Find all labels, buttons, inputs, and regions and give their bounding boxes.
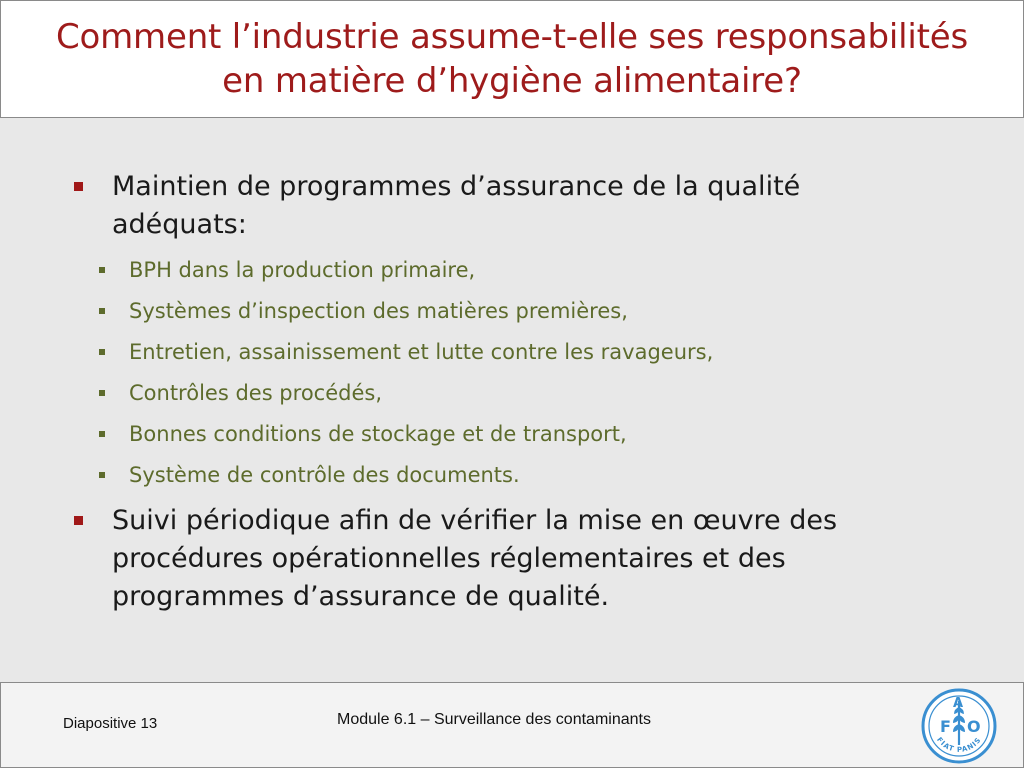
footer-bar: [0, 682, 1024, 768]
sub-bullet-item: [112, 250, 972, 291]
logo-motto: FIAT PANIS: [935, 735, 983, 754]
title-bar: [0, 0, 1024, 118]
sub-bullet-item: [112, 414, 972, 455]
sub-bullet-text: Contrôles des procédés,: [129, 381, 382, 405]
bullet-list: [72, 168, 972, 616]
slide-title-line-1: Comment l’industrie assume-t-elle ses responsabilités: [56, 17, 968, 57]
square-bullet-icon: [99, 431, 105, 437]
sub-bullet-text: Entretien, assainissement et lutte contre les ravageurs,: [129, 340, 714, 364]
slide-title-line-2: en matière d’hygiène alimentaire?: [222, 61, 802, 101]
sub-bullet-text: BPH dans la production primaire,: [129, 258, 476, 282]
logo-letter-f: F: [940, 717, 951, 736]
bullet-text-line: procédures opérationnelles réglementaires et des: [112, 543, 786, 574]
bullet-text-line: Maintien de programmes d’assurance de la qualité: [112, 171, 801, 202]
bullet-text-line: Suivi périodique afin de vérifier la mise en œuvre des: [112, 505, 838, 536]
slide-body: [0, 118, 1024, 680]
module-label: Module 6.1 – Surveillance des contaminants: [337, 711, 651, 728]
sub-bullet-item: [112, 455, 972, 496]
slide-number: Diapositive 13: [63, 715, 158, 732]
square-bullet-icon: [99, 390, 105, 396]
bullet-item: [72, 502, 972, 616]
sub-bullet-item: [112, 332, 972, 373]
sub-bullet-text: Systèmes d’inspection des matières premières,: [129, 299, 628, 323]
bullet-text-line: programmes d’assurance de qualité.: [112, 581, 610, 612]
logo-letter-a: A: [953, 696, 964, 711]
sub-bullet-item: [112, 373, 972, 414]
sub-bullet-text: Bonnes conditions de stockage et de transport,: [129, 422, 627, 446]
square-bullet-icon: [99, 267, 105, 273]
sub-bullet-text: Système de contrôle des documents.: [129, 463, 520, 487]
square-bullet-icon: [74, 516, 83, 525]
sub-bullet-list: [112, 250, 972, 496]
sub-bullet-item: [112, 291, 972, 332]
square-bullet-icon: [74, 182, 83, 191]
bullet-text-line: adéquats:: [112, 209, 247, 240]
slide-title: [56, 15, 968, 103]
square-bullet-icon: [99, 349, 105, 355]
fao-logo-icon: [920, 687, 998, 765]
square-bullet-icon: [99, 308, 105, 314]
square-bullet-icon: [99, 472, 105, 478]
bullet-item: [72, 168, 972, 496]
logo-letter-o: O: [967, 717, 981, 736]
